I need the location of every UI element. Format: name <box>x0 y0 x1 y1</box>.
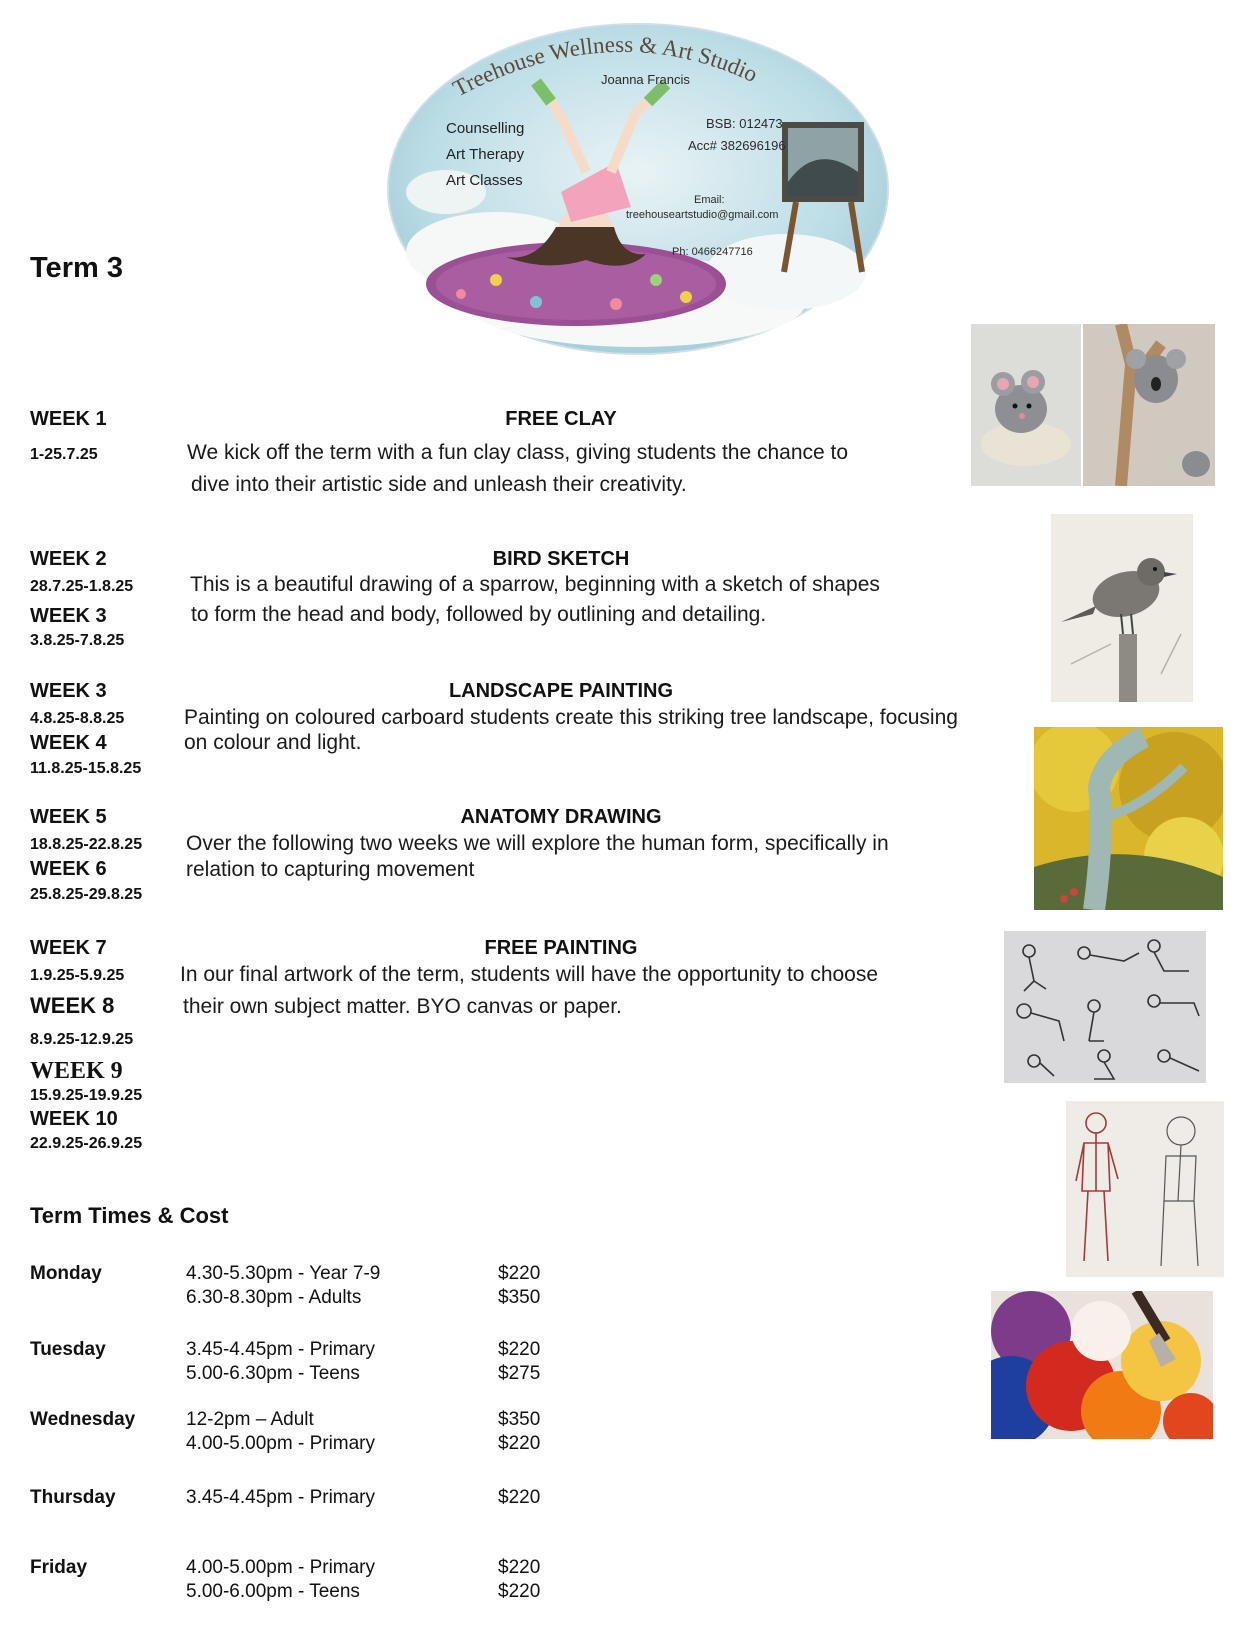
section-description-line: to form the head and body, followed by outlining and detailing. <box>191 603 767 626</box>
time-slot: 5.00-6.30pm - Teens <box>186 1363 360 1384</box>
clay-figures-photo <box>971 324 1215 486</box>
tree-landscape-painting <box>1034 727 1223 910</box>
abstract-oil-painting <box>991 1291 1213 1439</box>
week-dates: 1-25.7.25 <box>30 446 98 463</box>
logo-bsb: BSB: 012473 <box>706 116 783 131</box>
week-label: WEEK 9 <box>30 1058 123 1084</box>
week-dates: 11.8.25-15.8.25 <box>30 760 142 777</box>
day-label: Wednesday <box>30 1409 136 1430</box>
price: $275 <box>498 1363 541 1384</box>
logo-owner: Joanna Francis <box>601 72 690 87</box>
logo-service-art-therapy: Art Therapy <box>446 146 525 163</box>
week-dates: 18.8.25-22.8.25 <box>30 836 143 853</box>
logo-service-counselling: Counselling <box>446 120 525 137</box>
price: $350 <box>498 1409 541 1430</box>
section-description-line: In our final artwork of the term, students will have the opportunity to choose <box>180 963 879 986</box>
week-dates: 15.9.25-19.9.25 <box>30 1087 143 1104</box>
week-label: WEEK 7 <box>30 937 107 959</box>
week-label: WEEK 2 <box>30 548 107 570</box>
time-slot: 3.45-4.45pm - Primary <box>186 1339 376 1360</box>
term-times-title: Term Times & Cost <box>30 1203 229 1228</box>
price: $220 <box>498 1263 541 1284</box>
section-description-line: relation to capturing movement <box>186 858 475 881</box>
price: $350 <box>498 1287 541 1308</box>
week-label: WEEK 10 <box>30 1108 118 1130</box>
logo-email-label: Email: <box>694 194 725 206</box>
week-label: WEEK 5 <box>30 806 107 828</box>
week-dates: 25.8.25-29.8.25 <box>30 886 143 903</box>
week-dates: 8.9.25-12.9.25 <box>30 1031 134 1048</box>
price: $220 <box>498 1433 541 1454</box>
week-dates: 22.9.25-26.9.25 <box>30 1135 143 1152</box>
section-description-line: dive into their artistic side and unleash their creativity. <box>191 473 687 496</box>
section-title-bird-sketch: BIRD SKETCH <box>492 548 630 570</box>
section-description-line: Over the following two weeks we will explore the human form, specifically in <box>186 832 889 855</box>
logo-service-art-classes: Art Classes <box>446 172 523 189</box>
studio-logo <box>386 22 890 357</box>
time-slot: 3.45-4.45pm - Primary <box>186 1487 376 1508</box>
section-description-line: their own subject matter. BYO canvas or paper. <box>183 995 622 1018</box>
time-slot: 5.00-6.00pm - Teens <box>186 1581 360 1602</box>
time-slot: 4.00-5.00pm - Primary <box>186 1557 376 1578</box>
price: $220 <box>498 1487 541 1508</box>
logo-phone: Ph: 0466247716 <box>672 246 753 258</box>
section-title-free-clay: FREE CLAY <box>505 408 617 430</box>
logo-arc-text: Treehouse Wellness & Art Studio <box>448 31 762 102</box>
week-dates: 1.9.25-5.9.25 <box>30 967 125 984</box>
day-label: Friday <box>30 1557 88 1578</box>
section-title-landscape-painting: LANDSCAPE PAINTING <box>448 680 674 702</box>
week-dates: 3.8.25-7.8.25 <box>30 632 125 649</box>
price: $220 <box>498 1581 541 1602</box>
section-description-line: Painting on coloured carboard students create this striking tree landscape, focusing <box>184 706 958 729</box>
week-label: WEEK 3 <box>30 680 107 702</box>
day-label: Monday <box>30 1263 102 1284</box>
anatomy-drawing-image <box>1066 1101 1224 1277</box>
week-dates: 28.7.25-1.8.25 <box>30 578 134 595</box>
time-slot: 6.30-8.30pm - Adults <box>186 1287 362 1308</box>
time-slot: 4.30-5.30pm - Year 7-9 <box>186 1263 381 1284</box>
section-description-line: on colour and light. <box>184 731 362 754</box>
week-label: WEEK 3 <box>30 605 107 627</box>
section-title-free-painting: FREE PAINTING <box>484 937 638 959</box>
logo-account: Acc# 382696196 <box>688 138 786 153</box>
week-label: WEEK 8 <box>30 993 115 1018</box>
day-label: Thursday <box>30 1487 116 1508</box>
day-label: Tuesday <box>30 1339 106 1360</box>
week-label: WEEK 4 <box>30 732 107 754</box>
logo-email: treehouseartstudio@gmail.com <box>626 209 779 221</box>
week-label: WEEK 1 <box>30 408 107 430</box>
bird-sketch-image <box>1051 514 1193 702</box>
price: $220 <box>498 1557 541 1578</box>
section-title-anatomy-drawing: ANATOMY DRAWING <box>460 806 662 828</box>
term-title: Term 3 <box>30 252 123 284</box>
week-label: WEEK 6 <box>30 858 107 880</box>
section-description-line: We kick off the term with a fun clay class, giving students the chance to <box>187 441 849 464</box>
time-slot: 4.00-5.00pm - Primary <box>186 1433 376 1454</box>
figure-gesture-sketches <box>1004 931 1206 1083</box>
section-description-line: This is a beautiful drawing of a sparrow, beginning with a sketch of shapes <box>190 573 880 596</box>
time-slot: 12-2pm – Adult <box>186 1409 314 1430</box>
price: $220 <box>498 1339 541 1360</box>
week-dates: 4.8.25-8.8.25 <box>30 710 125 727</box>
